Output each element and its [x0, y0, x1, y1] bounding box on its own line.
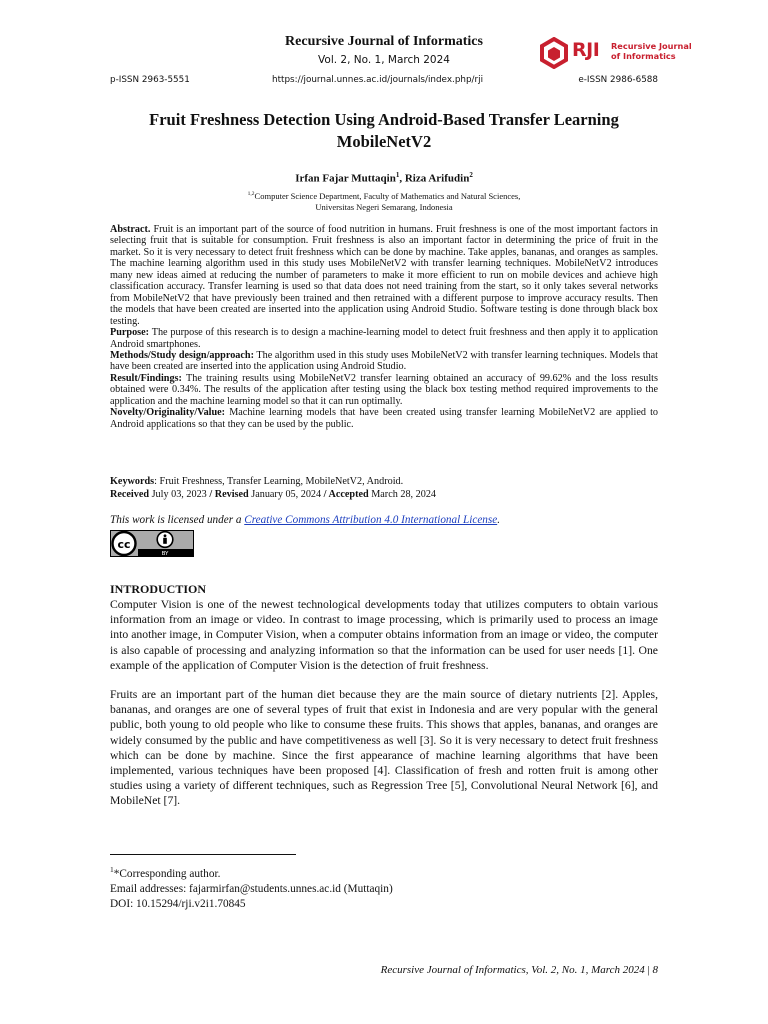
logo-line-1: Recursive Journal [611, 41, 692, 51]
journal-volume: Vol. 2, No. 1, March 2024 [318, 54, 450, 66]
footer-journal: Recursive Journal of Informatics, Vol. 2, No. 1, March 2024 [380, 964, 645, 976]
received-label: Received [110, 489, 150, 500]
footnote-corresponding [110, 862, 658, 882]
section-heading-introduction: INTRODUCTION [110, 582, 207, 596]
logo-letters: RJI [572, 39, 600, 61]
intro-paragraph-1 [110, 597, 658, 673]
purpose-label: Purpose: [110, 327, 150, 339]
logo-line-2: of Informatics [611, 51, 676, 61]
license-notice [110, 514, 658, 526]
license-suffix: . [497, 514, 500, 526]
author-1: Irfan Fajar Muttaqin [295, 172, 396, 185]
cc-badge-label: BY [161, 551, 169, 557]
cc-by-icon [110, 530, 194, 557]
dates [110, 488, 658, 501]
results-text: The training results using MobileNetV2 transfer learning obtained an accuracy of 99.62% and the loss results obtained were 0.34%. The results of the application after testing using the black box testing method required improvements to the application and the machine learning model so that it can run optimally. [110, 372, 658, 407]
e-issn: e-ISSN 2986-6588 [578, 75, 658, 85]
revised-date: January 05, 2024 [251, 489, 322, 500]
logo-text [611, 41, 692, 61]
footnote-email: Email addresses: fajarmirfan@students.unnes.ac.id (Muttaqin) [110, 882, 393, 895]
novelty-label: Novelty/Originality/Value: [110, 407, 226, 419]
author-list [0, 171, 768, 185]
author-2: Riza Arifudin [404, 172, 470, 185]
methods-label: Methods/Study design/approach: [110, 349, 254, 361]
abstract-purpose [110, 327, 658, 350]
footer-separator: | [644, 964, 653, 976]
rji-emblem-icon [538, 37, 570, 69]
abstract-text: Fruit is an important part of the source of food nutrition in humans. Fruit freshness is one of the most important factors in selecting fruit that is suitable for consumption. Fruit freshness is also an important factor in determining the price of fruit in the market. So it is very necessary to detect fruit freshness which can be done by machine. Take apples, bananas, and oranges as samples. The machine learning algorithm used in this study uses MobileNetV2 with transfer learning techniques. MobileNetV2 introduces many new ideas aimed at reducing the number of parameters to make it more efficient to run on mobile devices and achieve high classification accuracy. Transfer learning is used so that data does not need training from the start, so it only takes several networks from MobileNetV2 that have previously been trained and then retrained with a different purpose to improve accuracy results. Then the models that have been created are inserted into the application using Android Studio. Software testing is done through black box testing. [110, 224, 658, 327]
p-issn: p-ISSN 2963-5551 [110, 75, 190, 85]
footnote [110, 862, 658, 912]
methods-text: The algorithm used in this study uses MobileNetV2 with transfer learning techniques. Models that have been created are inserted into the application using Android Studio. [110, 349, 658, 373]
affiliation-line-1: Computer Science Department, Faculty of Mathematics and Natural Sciences, [254, 190, 521, 201]
journal-url[interactable]: https://journal.unnes.ac.id/journals/index.php/rji [272, 75, 484, 85]
affiliation [0, 189, 768, 213]
abstract-novelty [110, 407, 658, 430]
abstract-methods [110, 350, 658, 373]
footnote-rule [110, 854, 296, 855]
footnote-doi: DOI: 10.15294/rji.v2i1.70845 [110, 897, 246, 910]
abstract [110, 224, 658, 430]
abstract-results [110, 373, 658, 407]
footnote-sup: 1 [110, 865, 114, 874]
abstract-label: Abstract. [110, 224, 151, 235]
journal-name: Recursive Journal of Informatics [285, 34, 483, 49]
date-separator-1: / [206, 489, 215, 500]
intro-paragraph-1-text: Computer Vision is one of the newest technological developments today that utilizes computers to obtain various information from an image or video. In contrast to image processing, which is primarily used to process an image into another image, in Computer Vision, when a computer obtains information from an image or video, the computer is also capable of processing and analyzing information so that the information can be used for user needs [1]. One example of the application of Computer Vision is the detection of fruit freshness. [110, 598, 658, 672]
affiliation-sup: 1,2 [247, 191, 255, 197]
author-separator: , [399, 172, 405, 185]
author-1-sup: 1 [395, 171, 400, 179]
license-link[interactable]: Creative Commons Attribution 4.0 International License [244, 514, 498, 526]
intro-paragraph-2-text: Fruits are an important part of the human diet because they are the main source of dietary nutrients [2]. Apples, bananas, and oranges are one of several types of fruit that exist in Indonesia and are very popular with the general public, both young to old people who like to consume these fruits. This shows that apples, bananas, and oranges are widely consumed by the public and have competitiveness as well [3]. So it is very necessary to detect fruit freshness which can be done by machine. Since the first appearance of machine learning algorithms that have been implemented, various techniques have been proposed [4]. Classification of fresh and rotten fruit is among other studies using a variety of different techniques, such as Regression Tree [5], Convolutional Neural Network [6], and MobileNet [7]. [110, 688, 658, 808]
date-separator-2: / [321, 489, 329, 500]
abstract-main [110, 224, 658, 327]
purpose-text: The purpose of this research is to design a machine-learning model to detect fruit freshness and then apply it to application Android smartphones. [110, 327, 658, 350]
keywords-text: : Fruit Freshness, Transfer Learning, MobileNetV2, Android. [154, 476, 404, 487]
cc-by-badge[interactable] [110, 530, 194, 557]
journal-logo [538, 36, 692, 70]
svg-text:cc: cc [117, 537, 131, 551]
revised-label: Revised [214, 489, 249, 500]
issn-row [110, 75, 658, 89]
accepted-date: March 28, 2024 [371, 489, 437, 500]
accepted-label: Accepted [328, 489, 369, 500]
results-label: Result/Findings: [110, 372, 182, 384]
keywords-label: Keywords [110, 476, 155, 487]
corresponding-text: *Corresponding author. [113, 867, 221, 880]
keywords-block [110, 475, 658, 501]
keywords [110, 475, 658, 488]
license-prefix: This work is licensed under a [110, 514, 242, 526]
novelty-text: Machine learning models that have been created using transfer learning MobileNetV2 are applied to Android applications so that they can be used by the public. [110, 407, 659, 430]
author-2-sup: 2 [469, 171, 473, 179]
intro-paragraph-2 [110, 687, 658, 809]
paper-title: Fruit Freshness Detection Using Android-Based Transfer Learning MobileNetV2 [149, 110, 619, 151]
affiliation-line-2: Universitas Negeri Semarang, Indonesia [315, 201, 453, 212]
page-footer [110, 964, 658, 976]
received-date: July 03, 2023 [151, 489, 207, 500]
page-number: 8 [652, 964, 658, 976]
